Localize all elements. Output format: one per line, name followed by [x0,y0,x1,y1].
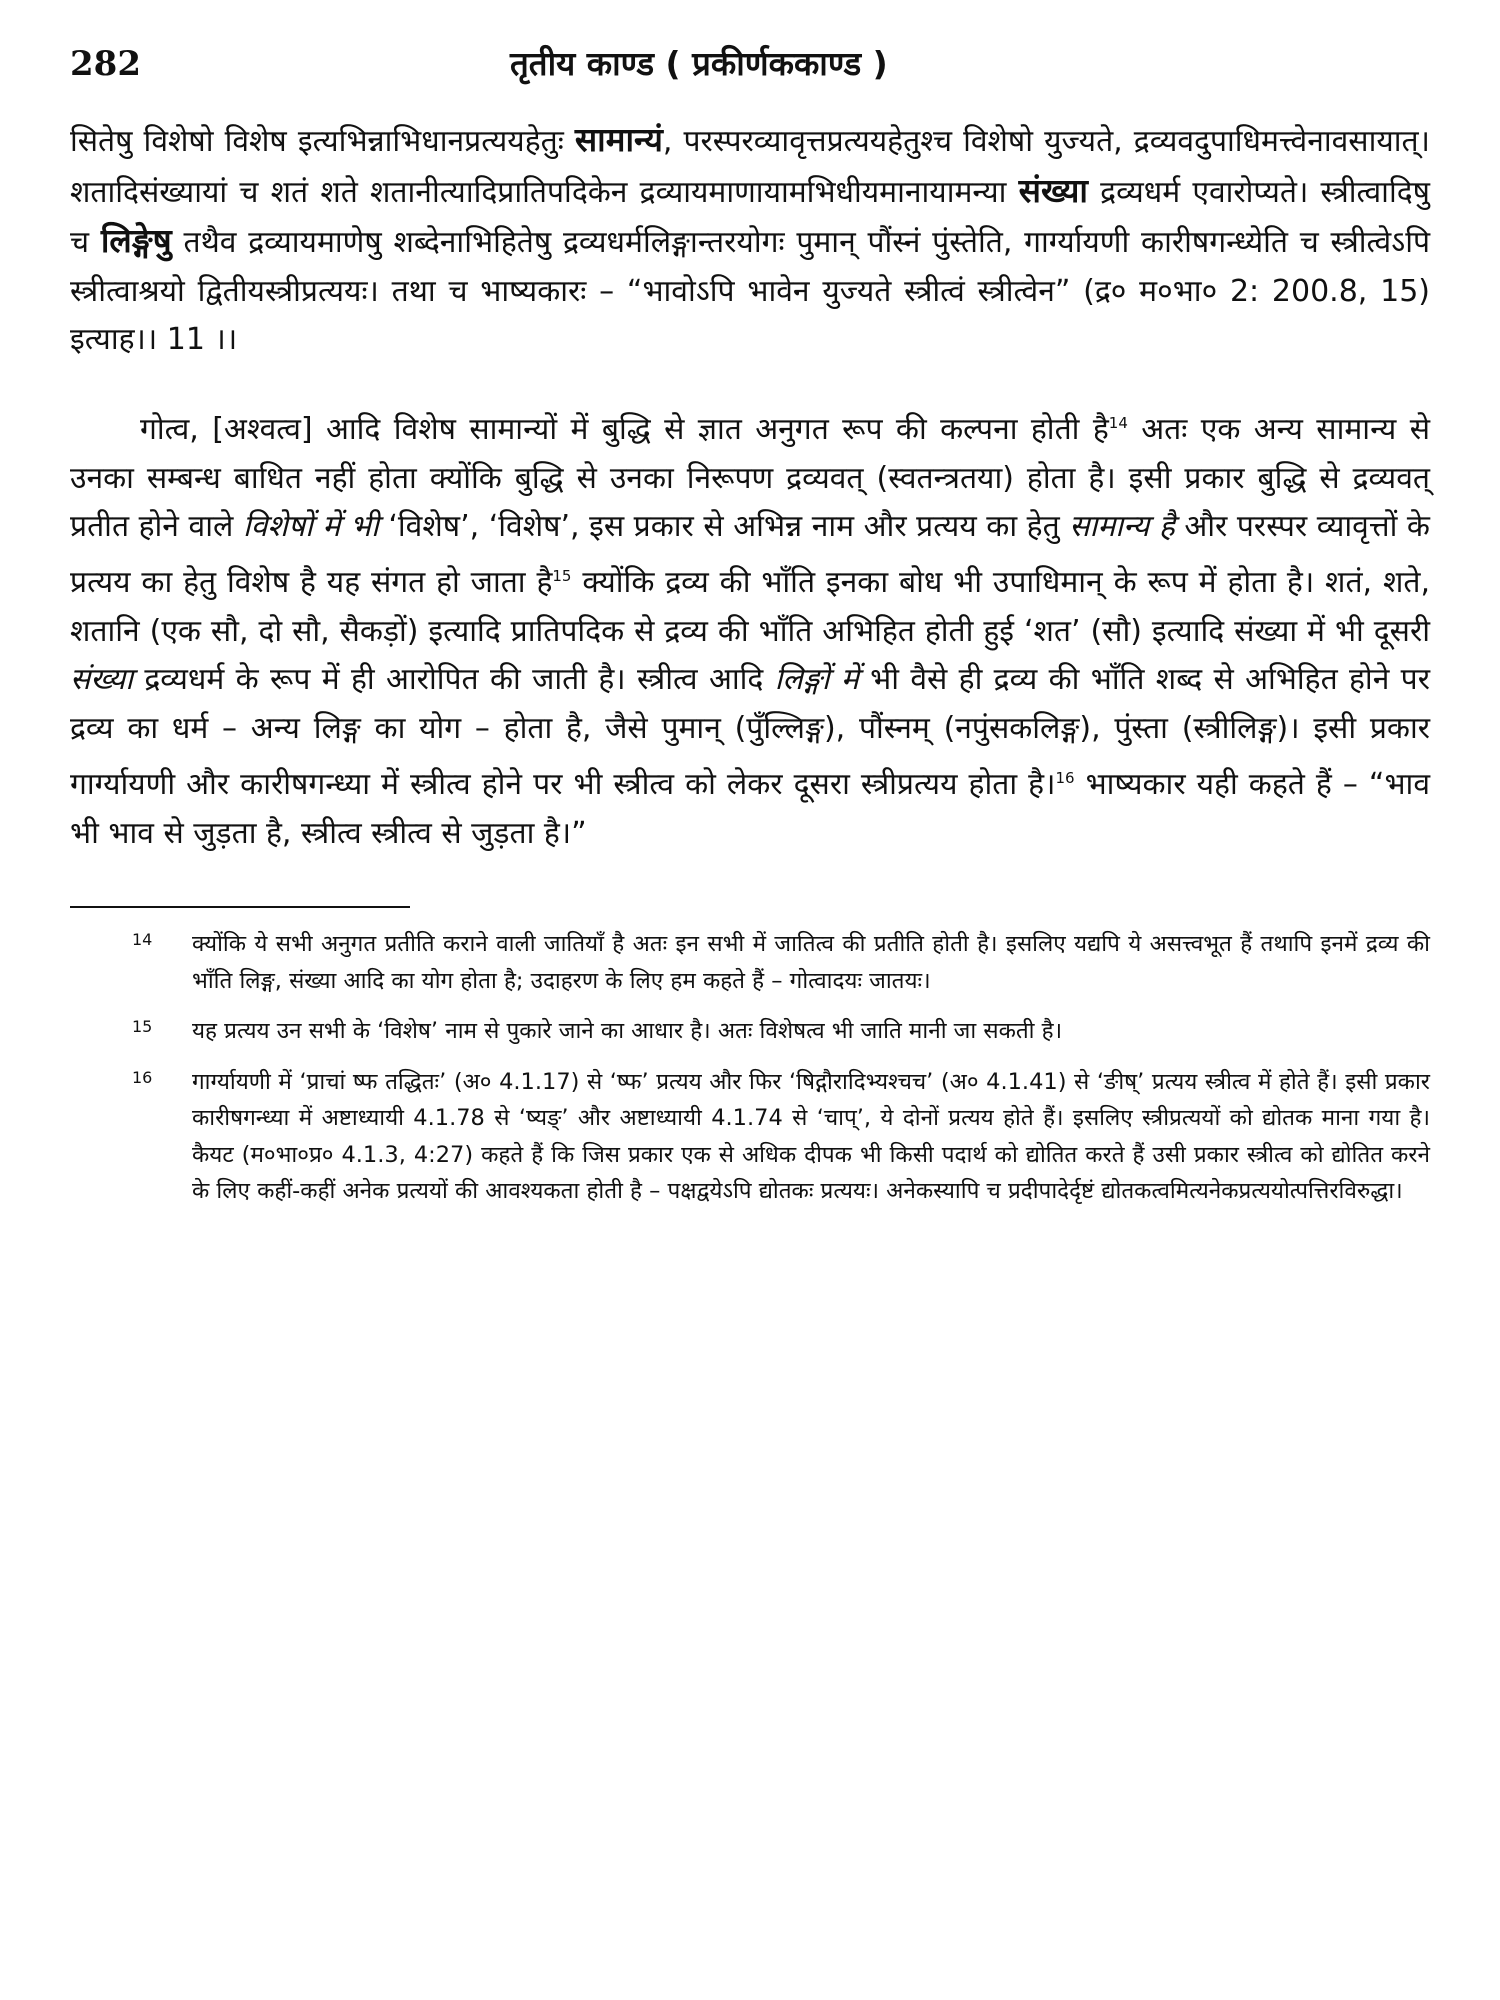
page-header [70,40,1430,110]
hindi-text: क्योंकि द्रव्य की भाँति इनका बोध भी उपाधिमान् के रूप में होता है। शतं, शते, शतानि (एक सौ, दो सौ, सैकड़ों) इत्यादि प्रातिपदिक से द्रव्य की भाँति अभिहित होती हुई ‘शत’ (सौ) इत्यादि संख्या में भी दूसरी [70,565,1430,649]
hindi-text: गोत्व, [अश्वत्व] आदि विशेष सामान्यों में बुद्धि से ज्ञात अनुगत रूप की कल्पना होती है [140,411,1109,447]
hindi-text: अतः एक अन्य सामान्य से उनका सम्बन्ध बाधित नहीं होता क्योंकि बुद्धि से उनका निरूपण द्रव्यवत् (स्वतन्त्रतया) होता है। इसी प्रकार बुद्धि से द्रव्यवत् प्रतीत होने वाले [70,411,1430,545]
hindi-italic-term: विशेषों में भी [242,509,379,545]
footnote-divider [70,906,410,908]
sanskrit-bold-term: सामान्यं [574,120,663,159]
sanskrit-text: सितेषु विशेषो विशेष इत्यभिन्नाभिधानप्रत्ययहेतुः [70,124,575,159]
sanskrit-text: , परस्परव्यावृत्तप्रत्ययहेतुश्च विशेषो युज्यते, द्रव्यवदुपाधिमत्त्वेनावसायात्। शतादिसंख्यायां च शतं शते शतानीत्यादिप्रातिपदिकेन द्रव्यायमाणायामभिधीयमानायामन्या [70,124,1430,210]
sanskrit-text: तथैव द्रव्यायमाणेषु शब्देनाभिहितेषु द्रव्यधर्मलिङ्गान्तरयोगः पुमान् पौंस्नं पुंस्तेति, गार्ग्यायणी कारीषगन्ध्येति च स्त्रीत्वेऽपि स्त्रीत्वाश्रयो द्वितीयस्त्रीप्रत्ययः। तथा च भाष्यकारः – “भावोऽपि भावेन युज्यते स्त्रीत्वं स्त्रीत्वेन” (द्र० म०भा० 2: 200.8, 15) इत्याह।। 11 ।। [70,225,1431,358]
hindi-italic-term: लिङ्गों में [774,662,859,698]
footnote-text: यह प्रत्यय उन सभी के ‘विशेष’ नाम से पुकारे जाने का आधार है। अतः विशेषत्व भी जाति मानी जा सकती है। [192,1018,1063,1045]
sanskrit-commentary [70,116,1430,365]
footnote-text: क्योंकि ये सभी अनुगत प्रतीति कराने वाली जातियाँ है अतः इन सभी में जातित्व की प्रतीति होती है। इसलिए यद्यपि ये असत्त्वभूत हैं तथापि इनमें द्रव्य की भाँति लिङ्ग, संख्या आदि का योग होता है; उदाहरण के लिए हम कहते हैं – गोत्वादयः जातयः। [192,931,1430,994]
footnote-14 [70,926,1430,999]
footnote-ref-15[interactable]: 15 [552,567,572,586]
hindi-text: द्रव्यधर्म के रूप में ही आरोपित की जाती है। स्त्रीत्व आदि [133,662,775,698]
hindi-text: और परस्पर व्यावृत्तों के प्रत्यय का हेतु विशेष है यह संगत हो जाता है [70,509,1430,601]
footnote-15 [70,1013,1430,1050]
hindi-translation [70,399,1430,858]
sanskrit-bold-term: लिङ्गेषु [100,221,172,261]
sanskrit-bold-term: संख्या [1018,170,1088,210]
footnote-16 [70,1064,1430,1210]
footnote-ref-16[interactable]: 16 [1055,768,1075,787]
sanskrit-text: द्रव्यधर्म एवारोप्यते। स्त्रीत्वादिषु च [70,174,1430,261]
footnote-ref-14[interactable]: 14 [1108,413,1128,432]
page-number: 282 [70,44,141,84]
footnote-number: 14 [132,930,153,950]
footnote-number: 16 [132,1067,153,1087]
hindi-italic-term: संख्या [70,662,133,698]
hindi-text: ‘विशेष’, ‘विशेष’, इस प्रकार से अभिन्न नाम और प्रत्यय का हेतु [378,509,1070,545]
hindi-text: भी वैसे ही द्रव्य की भाँति शब्द से अभिहित होने पर द्रव्य का धर्म – अन्य लिङ्ग का योग – होता है, जैसे पुमान् (पुँल्लिङ्ग), पौंस्नम् (नपुंसकलिङ्ग), पुंस्ता (स्त्रीलिङ्ग)। इसी प्रकार गार्ग्यायणी और कारीषगन्ध्या में स्त्रीत्व होने पर भी स्त्रीत्व को लेकर दूसरा स्त्रीप्रत्यय होता है। [70,662,1430,802]
hindi-italic-term: सामान्य है [1069,509,1175,545]
hindi-text: भाष्यकार यही कहते हैं – “भाव भी भाव से जुड़ता है, स्त्रीत्व स्त्रीत्व से जुड़ता है।” [70,766,1431,851]
footnote-text: गार्ग्यायणी में ‘प्राचां ष्फ तद्धितः’ (अ० 4.1.17) से ‘ष्फ’ प्रत्यय और फिर ‘षिद्गौरादिभ्यश्चच’ (अ० 4.1.41) से ‘ङीष्’ प्रत्यय स्त्रीत्व में होते हैं। इसी प्रकार कारीषगन्ध्या में अष्टाध्यायी 4.1.78 से ‘ष्यङ्’ और अष्टाध्यायी 4.1.74 से ‘चाप्’, ये दोनों प्रत्यय होते हैं। इसलिए स्त्रीप्रत्ययों को द्योतक माना गया है। कैयट (म०भा०प्र० 4.1.3, 4:27) कहते हैं कि जिस प्रकार एक से अधिक दीपक भी किसी पदार्थ को द्योतित करते हैं उसी प्रकार स्त्रीत्व को द्योतित करने के लिए कहीं-कहीं अनेक प्रत्ययों की आवश्यकता होती है – पक्षद्वयेऽपि द्योतकः प्रत्ययः। अनेकस्यापि च प्रदीपादेर्दृष्टं द्योतकत्वमित्यनेकप्रत्ययोत्पत्तिरविरुद्धा। [192,1068,1430,1205]
footnote-number: 15 [132,1017,153,1037]
running-title: तृतीय काण्ड ( प्रकीर्णककाण्ड ) [510,44,888,83]
